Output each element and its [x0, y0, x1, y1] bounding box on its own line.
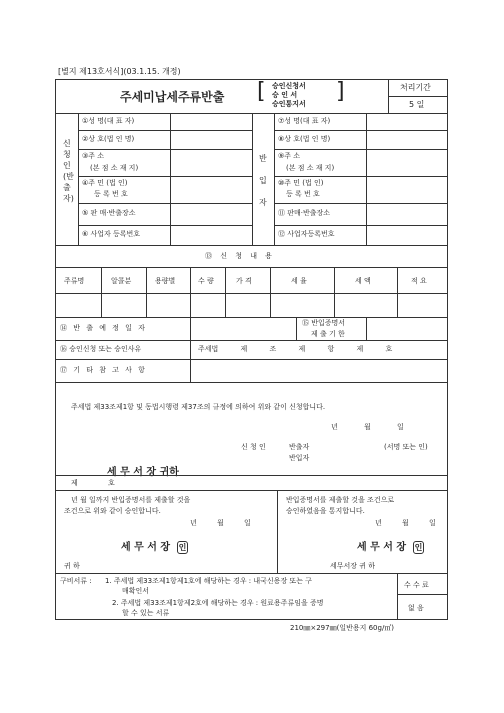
form-number: [별지 제13호서식](03.1.15. 개정) [58, 67, 181, 76]
applicant-side-label: 신청인(반출자) [63, 139, 74, 203]
col-price: 가 격 [236, 277, 252, 285]
signer-role-shipper: 반출자 [289, 443, 310, 451]
proof-due-label-2: 제 출 기 한 [311, 330, 345, 338]
other-notes-label: ⑰ 기 타 참 고 사 항 [60, 366, 145, 374]
approval-left-text-1: 년 월 일까지 반입증명서를 제출할 것을 [71, 496, 191, 504]
applicant-bizno-label: ⑥ 사업자 등록번호 [82, 230, 141, 238]
declaration-text: 주세법 제33조제1항 및 동법시행령 제37조의 규정에 의하여 위와 같이 신청합니다. [71, 403, 326, 411]
approval-right-to: 세무서장 귀 하 [330, 562, 376, 570]
receiver-sales-place-label: ⑪ 판매·반출장소 [278, 209, 331, 217]
applicant-name-label: ①성 명(대 표 자) [82, 117, 135, 125]
application-date: 년 월 일 [331, 423, 404, 431]
approval-left-to: 귀 하 [64, 562, 80, 570]
approval-left-seal: 인 [178, 543, 187, 552]
title-option-request: 승인신청서 [272, 82, 306, 90]
attachment-item-2-cont: 할 수 있는 서류 [122, 609, 170, 617]
approval-right-text-2: 승인하였음을 통지합니다. [286, 507, 365, 515]
col-alcohol: 알콜분 [111, 277, 132, 285]
col-tax-rate: 세 율 [291, 277, 307, 285]
shipment-date-label: ⑭ 반 출 예 정 일 자 [60, 324, 145, 332]
approval-right-date: 년 월 일 [375, 519, 436, 527]
paper-spec: 210㎜×297㎜(일반용지 60g/㎡) [290, 624, 395, 632]
applicant-address-sub: (본 점 소 재 지) [90, 164, 139, 172]
tax-office-addressee: 세 무 서 장 귀하 [107, 467, 179, 478]
approval-left-date: 년 월 일 [190, 519, 251, 527]
form-title: 주세미납세주류반출 [120, 90, 225, 104]
attachment-item-1-cont: 매확인서 [122, 587, 150, 595]
receiver-name-label: ⑦성 명(대 표 자) [278, 117, 331, 125]
approval-number: 제 호 [71, 479, 115, 487]
processing-period-value: 5 일 [409, 100, 425, 109]
content-section-title: ⑬ 신 청 내 용 [205, 252, 272, 260]
approval-reason-label: ⑯ 승인신청 또는 승인사유 [60, 345, 142, 353]
applicant-address-label: ③주 소 [82, 152, 105, 160]
title-option-approval: 승 인 서 [272, 91, 298, 99]
col-volume: 용량별 [155, 277, 176, 285]
applicant-id-label: ④주 민 (법 인) [82, 179, 128, 187]
title-bracket-right: ] [336, 79, 345, 104]
proof-due-label-1: ⑮ 반입증명서 [302, 319, 346, 327]
approval-right-seal: 인 [414, 543, 423, 552]
approval-right-office: 세 무 서 장 [357, 542, 407, 553]
receiver-bizno-label: ⑫ 사업자등록번호 [278, 230, 335, 238]
applicant-sales-place-label: ⑤ 판 매·반출장소 [82, 209, 136, 217]
title-option-notice: 승인통지서 [272, 100, 306, 108]
attachment-item-2: 2. 주세법 제33조제1항제2호에 해당하는 경우 : 원료용주류임을 증명 [112, 599, 324, 607]
signer-role-receiver: 반입자 [289, 454, 310, 462]
attachments-label: 구비서류 : [60, 577, 92, 585]
receiver-side-label: 반입자 [259, 154, 267, 207]
approval-right-text-1: 반입증명서를 제출할 것을 조건으로 [286, 496, 395, 504]
col-tax-amount: 세 액 [355, 277, 371, 285]
col-liquor-name: 주류명 [64, 277, 85, 285]
receiver-company-label: ⑧상 호(법 인 명) [278, 135, 331, 143]
col-remarks: 적 요 [411, 277, 427, 285]
receiver-address-sub: (본 점 소 재 지) [286, 164, 335, 172]
approval-law-reference: 주세법 제 조 제 항 제 호 [198, 345, 393, 353]
applicant-id-sub: 등 록 번 호 [94, 190, 128, 198]
receiver-address-label: ⑨주 소 [278, 152, 301, 160]
receiver-id-sub: 등 록 번 호 [286, 190, 320, 198]
fee-label: 수 수 료 [404, 581, 429, 589]
approval-left-text-2: 조건으로 위와 같이 승인합니다. [64, 507, 161, 515]
fee-value: 없 음 [408, 604, 424, 612]
processing-period-label: 처리기간 [400, 83, 431, 92]
col-quantity: 수 량 [198, 277, 214, 285]
receiver-id-label: ⑩주 민 (법 인) [278, 179, 324, 187]
approval-left-office: 세 무 서 장 [121, 542, 171, 553]
sign-or-seal-note: (서명 또는 인) [384, 443, 428, 451]
applicant-sign-label: 신 청 인 [241, 443, 266, 451]
title-bracket-left: [ [257, 79, 266, 104]
applicant-company-label: ②상 호(법 인 명) [82, 135, 135, 143]
attachment-item-1: 1. 주세법 제33조제1항제1호에 해당하는 경우 : 내국신용장 또는 구 [105, 577, 312, 585]
